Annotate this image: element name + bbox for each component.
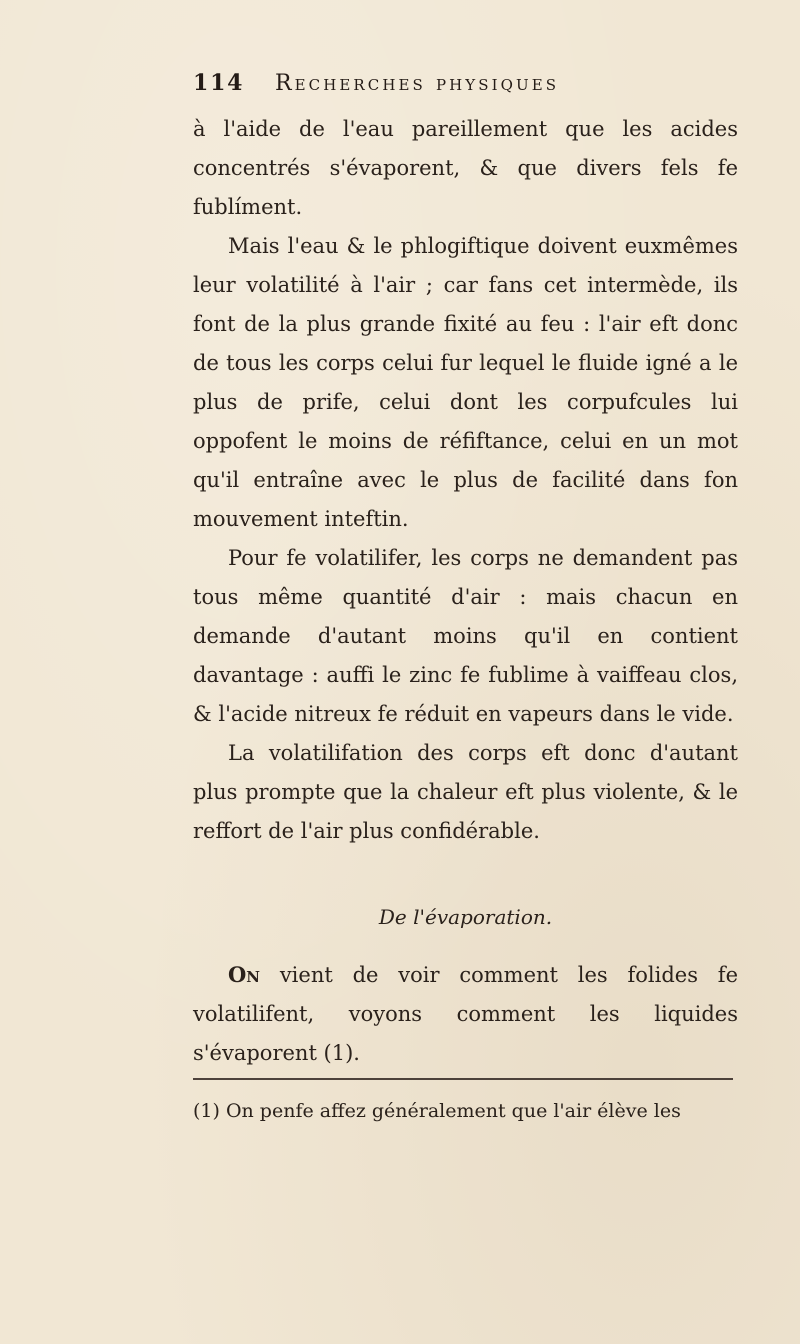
- section-paragraph-text: vient de voir comment les folides fe volatilifent, voyons comment les liquides s'évaporent (1).: [193, 963, 738, 1065]
- main-text: [193, 110, 738, 1073]
- footnote-rule: [193, 1078, 733, 1080]
- paragraph-air-volatility: Mais l'eau & le phlogiftique doivent euxmêmes leur volatilité à l'air ; car fans cet intermède, ils font de la plus grande fixité au feu : l'air eft donc de tous les corps celui fur lequel le fluide igné a le plus de prife, celui dont les corpufcules lui oppofent le moins de réfiftance, celui en un mot qu'il entraîne avec le plus de facilité dans fon mouvement inteftin.: [193, 234, 738, 531]
- footnote: (1) On penfe affez généralement que l'air élève les: [193, 1100, 681, 1122]
- paragraph-continuation: à l'aide de l'eau pareillement que les acides concentrés s'évaporent, & que divers fels fe fublíment.: [193, 117, 738, 219]
- paragraph-evaporation-intro: [193, 955, 738, 1073]
- page-number: 114: [193, 70, 245, 96]
- page-header: [193, 70, 738, 110]
- section-lead-word: On: [228, 962, 261, 987]
- paragraph-air-quantity: Pour fe volatilifer, les corps ne demandent pas tous même quantité d'air : mais chacun en demande d'autant moins qu'il en contient davantage : auffi le zinc fe fublime à vaiffeau clos, & l'acide nitreux fe réduit en vapeurs dans le vide.: [193, 546, 738, 726]
- page-content: [193, 70, 738, 1122]
- section-title: De l'évaporation.: [378, 905, 553, 929]
- running-title: Recherches physiques: [275, 71, 560, 96]
- paragraph-volatilisation-speed: La volatilifation des corps eft donc d'autant plus prompte que la chaleur eft plus violente, & le reffort de l'air plus confidérable.: [193, 741, 738, 843]
